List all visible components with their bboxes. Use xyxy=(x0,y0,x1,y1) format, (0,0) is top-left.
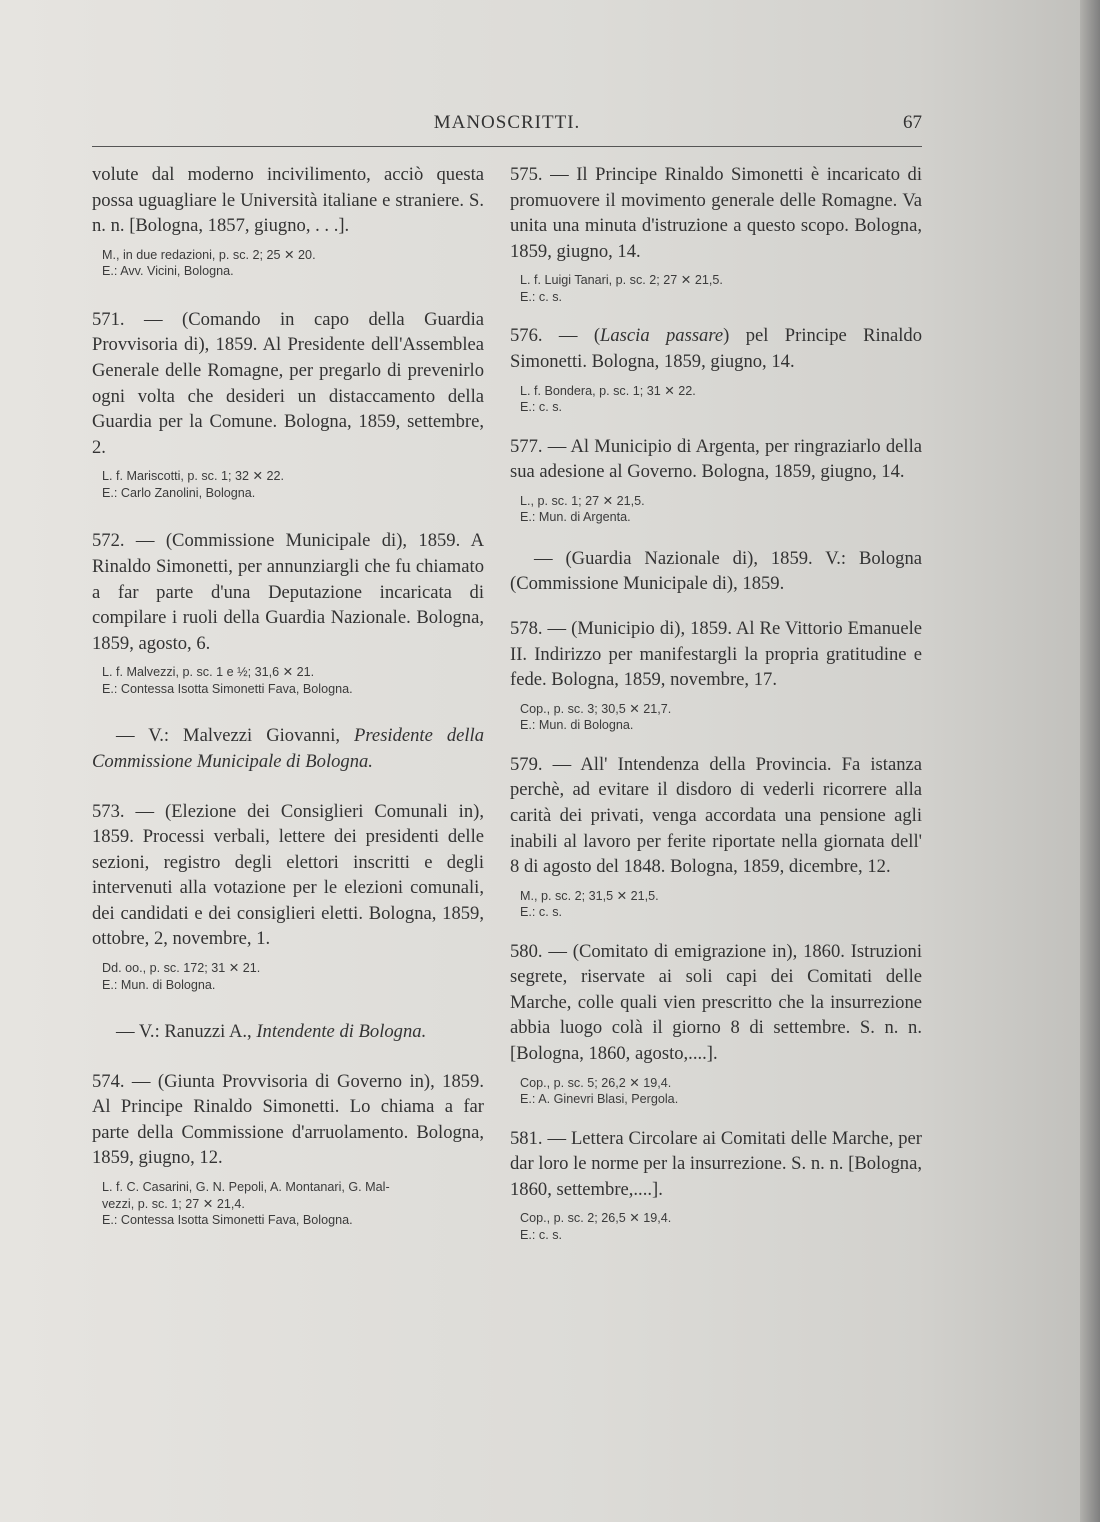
entry-text: 581. — Lettera Circolare ai Comitati delle Marche, per dar loro le norme per la insurrezione. S. n. n. [Bologna, 1860, settembre,....]. xyxy=(510,1127,922,1200)
meta-owner: E.: Mun. di Argenta. xyxy=(520,510,631,525)
entry-text: 579. — All' Intendenza della Provincia. Fa istanza perchè, ad evitare il disdoro di vederli ricorrere alla carità dei privati, venga accordata una pensione agli inabili al lavoro per ferite riportate nella giornata dell' 8 di agosto del 1848. Bologna, 1859, dicembre, 12. xyxy=(510,753,922,878)
entry-578 xyxy=(510,616,922,734)
entry-text: 575. — Il Principe Rinaldo Simonetti è incaricato di promuovere il movimento generale delle Romagne. Va unita una minuta d'istruzione a questo scopo. Bologna, 1859, giugno, 14. xyxy=(510,164,922,262)
entry-text: 578. — (Municipio di), 1859. Al Re Vittorio Emanuele II. Indirizzo per manifestargli la propria gratitudine e fede. Bologna, 1859, novembre, 17. xyxy=(510,617,922,691)
cross-reference-1 xyxy=(92,723,484,774)
meta-owner: E.: c. s. xyxy=(520,1227,562,1242)
left-column xyxy=(92,162,484,1229)
entry-text: 573. — (Elezione dei Consiglieri Comunali in), 1859. Processi verbali, lettere dei presidenti delle sezioni, registro degli elettori inscritti e degli intervenuti alla votazione per le elezioni comunali, dei candidati e dei consiglieri eletti. Bologna, 1859, ottobre, 2, novembre, 1. xyxy=(92,800,484,950)
meta-owner: E.: Avv. Vicini, Bologna. xyxy=(102,264,234,279)
entry-572 xyxy=(92,528,484,697)
meta-description: L., p. sc. 1; 27 ✕ 21,5. xyxy=(520,493,645,508)
entry-text: 577. — Al Municipio di Argenta, per ringraziarlo della sua adesione al Governo. Bologna, 1859, giugno, 14. xyxy=(510,435,922,483)
page-number: 67 xyxy=(903,112,922,133)
meta-description: Dd. oo., p. sc. 172; 31 ✕ 21. xyxy=(102,961,261,976)
entry-text: 580. — (Comitato di emigrazione in), 1860. Istruzioni segrete, riservate ai soli capi dei Comitati delle Marche, colle quali vien prescritto che la insurrezione abbia luogo colà il giorno 8 di settembre. S. n. n. [Bologna, 1860, agosto,....]. xyxy=(510,940,922,1065)
meta-owner: E.: Mun. di Bologna. xyxy=(520,718,634,733)
entry-text: 572. — (Commissione Municipale di), 1859. A Rinaldo Simonetti, per annunziargli che fu chiamato a far parte d'una Deputazione incaricata di compilare i ruoli della Guardia Nazionale. Bologna, 1859, agosto, 6. xyxy=(92,530,484,654)
entry-meta xyxy=(102,1179,484,1229)
cross-reference-text xyxy=(92,723,484,774)
page-title: MANOSCRITTI. xyxy=(433,112,581,133)
entry-579 xyxy=(510,752,922,921)
entry-meta xyxy=(520,272,922,305)
meta-owner: E.: Contessa Isotta Simonetti Fava, Bologna. xyxy=(102,681,353,696)
entry-meta xyxy=(102,247,484,280)
entry-meta xyxy=(520,888,922,921)
meta-description: Cop., p. sc. 3; 30,5 ✕ 21,7. xyxy=(520,701,672,716)
meta-description: Cop., p. sc. 2; 26,5 ✕ 19,4. xyxy=(520,1211,672,1226)
entry-text: volute dal moderno incivilimento, acciò questa possa uguagliare le Università italiane e straniere. S. n. n. [Bologna, 1857, giugno, . . .]. xyxy=(92,164,484,237)
entry-meta xyxy=(520,383,922,416)
entry-580 xyxy=(510,939,922,1108)
meta-description: L. f. C. Casarini, G. N. Pepoli, A. Montanari, G. Mal- xyxy=(102,1180,390,1195)
entry-text: 571. — (Comando in capo della Guardia Provvisoria di), 1859. Al Presidente dell'Assemblea Generale delle Romagne, per pregarlo di prevenirlo ogni volta che desideri un distaccamento della Guardia per la Comune. Bologna, 1859, settembre, 2. xyxy=(92,308,484,458)
meta-owner: E.: c. s. xyxy=(520,289,562,304)
cross-reference-text: — (Guardia Nazionale di), 1859. V.: Bologna (Commissione Municipale di), 1859. xyxy=(510,547,922,595)
meta-description-cont: vezzi, p. sc. 1; 27 ✕ 21,4. xyxy=(102,1196,245,1211)
cross-reference-2 xyxy=(92,1019,484,1045)
entry-prefix: 576. — ( xyxy=(510,325,601,347)
entry-meta xyxy=(102,664,484,697)
entry-577 xyxy=(510,434,922,526)
entry-575 xyxy=(510,162,922,305)
entry-meta xyxy=(520,1075,922,1108)
meta-description: M., in due redazioni, p. sc. 2; 25 ✕ 20. xyxy=(102,247,316,262)
entry-576 xyxy=(510,323,922,415)
xref-prefix: — V.: Ranuzzi A., xyxy=(116,1021,257,1043)
meta-owner: E.: Mun. di Bologna. xyxy=(102,977,216,992)
entry-573 xyxy=(92,799,484,994)
entry-574 xyxy=(92,1069,484,1229)
meta-description: L. f. Malvezzi, p. sc. 1 e ½; 31,6 ✕ 21. xyxy=(102,665,315,680)
meta-owner: E.: c. s. xyxy=(520,400,562,415)
meta-description: L. f. Luigi Tanari, p. sc. 2; 27 ✕ 21,5. xyxy=(520,273,723,288)
entry-meta xyxy=(520,493,922,526)
meta-description: L. f. Bondera, p. sc. 1; 31 ✕ 22. xyxy=(520,383,696,398)
header-rule xyxy=(92,146,922,147)
entry-text xyxy=(510,323,922,374)
meta-description: L. f. Mariscotti, p. sc. 1; 32 ✕ 22. xyxy=(102,469,285,484)
xref-italic: Presidente della Commissione Municipale di Bologna. xyxy=(92,725,485,772)
running-head xyxy=(92,112,922,142)
meta-owner: E.: A. Ginevri Blasi, Pergola. xyxy=(520,1092,679,1107)
meta-description: Cop., p. sc. 5; 26,2 ✕ 19,4. xyxy=(520,1075,672,1090)
entry-suffix: ) pel Principe Rinaldo Simonetti. Bologna, 1859, giugno, 14. xyxy=(510,325,922,372)
cross-reference-3 xyxy=(510,546,922,597)
cross-reference-text xyxy=(92,1019,484,1045)
xref-italic: Intendente di Bologna. xyxy=(256,1021,427,1043)
entry-continued xyxy=(92,162,484,280)
entry-meta xyxy=(102,960,484,993)
meta-owner: E.: Contessa Isotta Simonetti Fava, Bologna. xyxy=(102,1213,353,1228)
xref-prefix: — V.: Malvezzi Giovanni, xyxy=(116,725,355,747)
entry-581 xyxy=(510,1126,922,1244)
entry-meta xyxy=(520,701,922,734)
meta-owner: E.: c. s. xyxy=(520,905,562,920)
meta-owner: E.: Carlo Zanolini, Bologna. xyxy=(102,485,256,500)
entry-meta xyxy=(520,1210,922,1243)
entry-571 xyxy=(92,307,484,502)
meta-description: M., p. sc. 2; 31,5 ✕ 21,5. xyxy=(520,888,659,903)
entry-italic: Lascia passare xyxy=(600,325,724,347)
entry-meta xyxy=(102,468,484,501)
right-column xyxy=(510,162,922,1243)
entry-text: 574. — (Giunta Provvisoria di Governo in), 1859. Al Principe Rinaldo Simonetti. Lo chiama a far parte della Commissione d'arruolamento. Bologna, 1859, giugno, 12. xyxy=(92,1070,484,1169)
